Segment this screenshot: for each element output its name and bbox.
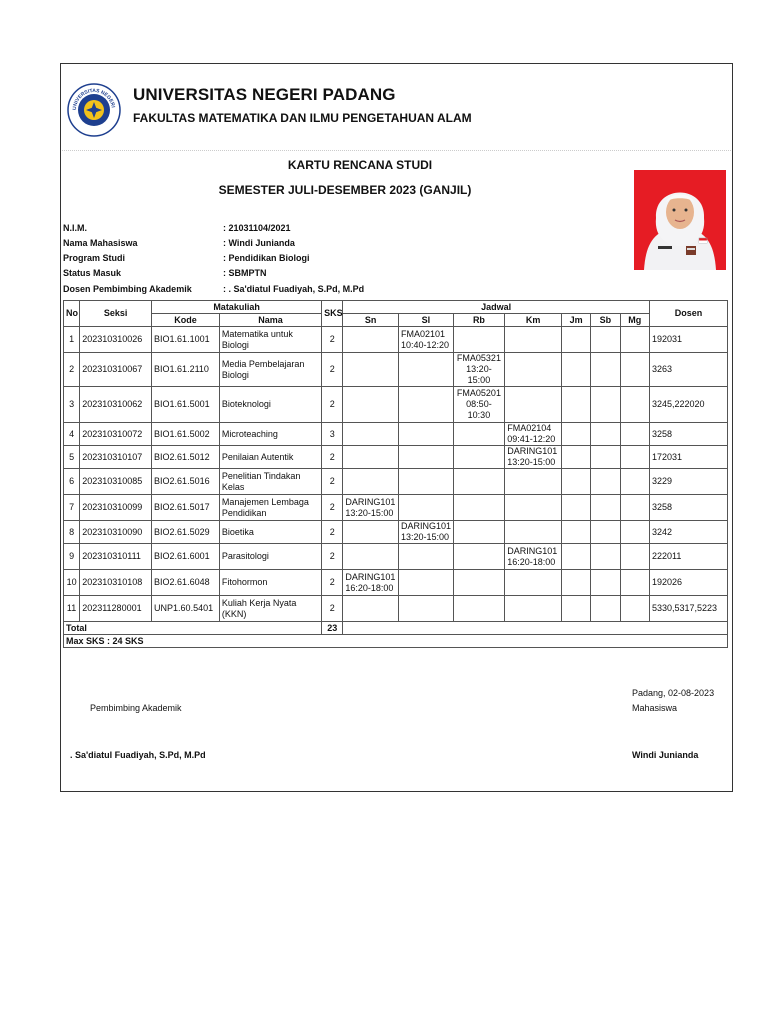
header-seksi: Seksi (80, 301, 152, 327)
header-nama: Nama (219, 314, 321, 327)
table-header-row (64, 301, 728, 314)
row-schedule-cell (343, 544, 399, 570)
table-row (64, 570, 728, 596)
field-label: Program Studi (63, 253, 126, 263)
header-divider (62, 150, 731, 151)
row-schedule-cell (399, 423, 454, 446)
row-kode: BIO2.61.6001 (152, 544, 220, 570)
row-schedule-cell (399, 469, 454, 495)
row-schedule-cell (561, 423, 590, 446)
row-no: 1 (64, 327, 80, 353)
row-schedule-cell (561, 544, 590, 570)
row-schedule-cell (561, 521, 590, 544)
row-schedule-cell: FMA05321 13:20- 15:00 (453, 353, 505, 387)
row-schedule-cell (453, 544, 505, 570)
advisor-role: Pembimbing Akademik (90, 703, 182, 713)
table-row (64, 521, 728, 544)
row-kode: BIO1.61.5001 (152, 387, 220, 423)
student-signature-name: Windi Junianda (632, 750, 699, 760)
total-sks: 23 (322, 622, 343, 635)
row-seksi: 202311280001 (80, 596, 152, 622)
field-label: N.I.M. (63, 223, 87, 233)
row-sks: 2 (322, 353, 343, 387)
faculty-name: FAKULTAS MATEMATIKA DAN ILMU PENGETAHUAN ALAM (133, 111, 472, 125)
row-nama: Kuliah Kerja Nyata (KKN) (219, 596, 321, 622)
row-schedule-cell (453, 423, 505, 446)
row-nama: Parasitologi (219, 544, 321, 570)
row-kode: BIO2.61.6048 (152, 570, 220, 596)
header-dosen: Dosen (649, 301, 727, 327)
row-schedule-cell: DARING101 16:20-18:00 (505, 544, 562, 570)
row-schedule-cell (505, 327, 562, 353)
row-schedule-cell (620, 570, 649, 596)
logo-text: UNIVERSITAS NEGERI (71, 87, 116, 111)
total-label: Total (64, 622, 322, 635)
row-dosen: 172031 (649, 446, 727, 469)
header-kode: Kode (152, 314, 220, 327)
row-dosen: 222011 (649, 544, 727, 570)
unp-logo (67, 83, 121, 137)
row-nama: Matematika untuk Biologi (219, 327, 321, 353)
row-schedule-cell (343, 596, 399, 622)
row-no: 9 (64, 544, 80, 570)
row-schedule-cell (620, 521, 649, 544)
row-schedule-cell: FMA05201 08:50- 10:30 (453, 387, 505, 423)
row-sks: 2 (322, 387, 343, 423)
row-schedule-cell (453, 521, 505, 544)
row-schedule-cell: DARING101 16:20-18:00 (343, 570, 399, 596)
table-subheader-row (64, 314, 728, 327)
row-nama: Bioteknologi (219, 387, 321, 423)
max-sks-row (64, 635, 728, 648)
row-sks: 2 (322, 596, 343, 622)
advisor-name: . Sa'diatul Fuadiyah, S.Pd, M.Pd (70, 750, 206, 760)
field-value: : Windi Junianda (223, 238, 295, 248)
row-sks: 2 (322, 570, 343, 596)
course-table (63, 300, 728, 648)
row-kode: BIO1.61.1001 (152, 327, 220, 353)
header-day: Sn (343, 314, 399, 327)
row-schedule-cell (399, 353, 454, 387)
row-schedule-cell (591, 446, 620, 469)
table-row (64, 495, 728, 521)
university-name: UNIVERSITAS NEGERI PADANG (133, 85, 396, 104)
table-row (64, 469, 728, 495)
row-schedule-cell (505, 353, 562, 387)
row-schedule-cell: FMA02101 10:40-12:20 (399, 327, 454, 353)
row-schedule-cell (505, 387, 562, 423)
total-row (64, 622, 728, 635)
row-kode: BIO2.61.5016 (152, 469, 220, 495)
table-row (64, 446, 728, 469)
field-label: Nama Mahasiswa (63, 238, 138, 248)
row-schedule-cell (591, 469, 620, 495)
header-no: No (64, 301, 80, 327)
field-label: Status Masuk (63, 268, 122, 278)
row-kode: UNP1.60.5401 (152, 596, 220, 622)
row-seksi: 202310310099 (80, 495, 152, 521)
row-schedule-cell (505, 469, 562, 495)
row-schedule-cell (591, 521, 620, 544)
row-no: 6 (64, 469, 80, 495)
row-kode: BIO2.61.5012 (152, 446, 220, 469)
row-kode: BIO1.61.2110 (152, 353, 220, 387)
row-sks: 2 (322, 469, 343, 495)
row-nama: Microteaching (219, 423, 321, 446)
row-seksi: 202310310111 (80, 544, 152, 570)
row-sks: 2 (322, 544, 343, 570)
row-dosen: 192031 (649, 327, 727, 353)
row-schedule-cell (399, 495, 454, 521)
row-schedule-cell (561, 495, 590, 521)
row-schedule-cell (505, 521, 562, 544)
row-schedule-cell (561, 469, 590, 495)
field-value: : Pendidikan Biologi (223, 253, 310, 263)
table-row (64, 387, 728, 423)
row-nama: Bioetika (219, 521, 321, 544)
table-row (64, 353, 728, 387)
row-sks: 2 (322, 446, 343, 469)
place-date: Padang, 02-08-2023 (632, 688, 715, 698)
row-no: 4 (64, 423, 80, 446)
row-dosen: 3229 (649, 469, 727, 495)
row-nama: Penilaian Autentik (219, 446, 321, 469)
row-seksi: 202310310067 (80, 353, 152, 387)
row-kode: BIO2.61.5029 (152, 521, 220, 544)
semester-title: SEMESTER JULI-DESEMBER 2023 (GANJIL) (218, 183, 472, 197)
row-schedule-cell (453, 469, 505, 495)
table-row (64, 596, 728, 622)
header-day: Sb (591, 314, 620, 327)
row-seksi: 202310310062 (80, 387, 152, 423)
row-schedule-cell (620, 353, 649, 387)
row-dosen: 3245,222020 (649, 387, 727, 423)
row-schedule-cell: DARING101 13:20-15:00 (343, 495, 399, 521)
row-schedule-cell (561, 353, 590, 387)
course-rows (64, 327, 728, 622)
row-kode: BIO2.61.5017 (152, 495, 220, 521)
row-no: 10 (64, 570, 80, 596)
row-schedule-cell (591, 327, 620, 353)
row-schedule-cell (561, 327, 590, 353)
table-row (64, 327, 728, 353)
row-sks: 3 (322, 423, 343, 446)
row-seksi: 202310310108 (80, 570, 152, 596)
row-no: 8 (64, 521, 80, 544)
max-sks: Max SKS : 24 SKS (64, 635, 728, 648)
row-schedule-cell (620, 469, 649, 495)
row-seksi: 202310310026 (80, 327, 152, 353)
row-sks: 2 (322, 495, 343, 521)
student-role: Mahasiswa (632, 703, 678, 713)
row-schedule-cell (505, 596, 562, 622)
row-no: 5 (64, 446, 80, 469)
row-schedule-cell (343, 387, 399, 423)
field-value: : SBMPTN (223, 268, 267, 278)
row-schedule-cell (343, 423, 399, 446)
row-seksi: 202310310090 (80, 521, 152, 544)
row-schedule-cell (399, 570, 454, 596)
student-photo (634, 170, 726, 270)
row-no: 11 (64, 596, 80, 622)
header-day: Rb (453, 314, 505, 327)
row-schedule-cell (591, 387, 620, 423)
row-schedule-cell (591, 423, 620, 446)
row-kode: BIO1.61.5002 (152, 423, 220, 446)
row-dosen: 192026 (649, 570, 727, 596)
row-dosen: 3258 (649, 495, 727, 521)
row-dosen: 3258 (649, 423, 727, 446)
row-schedule-cell (620, 446, 649, 469)
total-filler (343, 622, 728, 635)
row-dosen: 3242 (649, 521, 727, 544)
header-day: Km (505, 314, 562, 327)
row-nama: Fitohormon (219, 570, 321, 596)
field-label: Dosen Pembimbing Akademik (63, 284, 192, 294)
row-schedule-cell: DARING101 13:20-15:00 (505, 446, 562, 469)
row-schedule-cell (453, 495, 505, 521)
row-schedule-cell (620, 387, 649, 423)
row-dosen: 5330,5317,5223 (649, 596, 727, 622)
row-schedule-cell (620, 327, 649, 353)
row-no: 7 (64, 495, 80, 521)
document-title: KARTU RENCANA STUDI (287, 158, 433, 172)
row-schedule-cell (453, 327, 505, 353)
row-schedule-cell (399, 596, 454, 622)
row-schedule-cell (561, 387, 590, 423)
row-schedule-cell (399, 387, 454, 423)
row-schedule-cell (505, 570, 562, 596)
row-nama: Media Pembelajaran Biologi (219, 353, 321, 387)
row-schedule-cell (591, 495, 620, 521)
row-schedule-cell (343, 446, 399, 469)
row-schedule-cell: FMA02104 09:41-12:20 (505, 423, 562, 446)
row-schedule-cell (505, 495, 562, 521)
row-schedule-cell (453, 446, 505, 469)
row-nama: Penelitian Tindakan Kelas (219, 469, 321, 495)
row-sks: 2 (322, 327, 343, 353)
row-schedule-cell (561, 446, 590, 469)
row-schedule-cell (591, 353, 620, 387)
table-row (64, 423, 728, 446)
row-schedule-cell (343, 521, 399, 544)
row-schedule-cell (343, 327, 399, 353)
row-sks: 2 (322, 521, 343, 544)
header-day: Jm (561, 314, 590, 327)
row-schedule-cell (561, 596, 590, 622)
row-schedule-cell (591, 570, 620, 596)
row-no: 3 (64, 387, 80, 423)
row-dosen: 3263 (649, 353, 727, 387)
field-value: : 21031104/2021 (223, 223, 291, 233)
row-schedule-cell (591, 544, 620, 570)
row-schedule-cell (343, 353, 399, 387)
header-sks: SKS (322, 301, 343, 327)
row-seksi: 202310310107 (80, 446, 152, 469)
row-schedule-cell (620, 495, 649, 521)
header-matakuliah: Matakuliah (152, 301, 322, 314)
row-seksi: 202310310072 (80, 423, 152, 446)
row-schedule-cell (620, 423, 649, 446)
row-seksi: 202310310085 (80, 469, 152, 495)
row-schedule-cell (399, 446, 454, 469)
header-jadwal: Jadwal (343, 301, 650, 314)
row-schedule-cell (343, 469, 399, 495)
table-row (64, 544, 728, 570)
row-schedule-cell (620, 544, 649, 570)
row-schedule-cell: DARING101 13:20-15:00 (399, 521, 454, 544)
row-schedule-cell (399, 544, 454, 570)
field-value: : . Sa'diatul Fuadiyah, S.Pd, M.Pd (223, 284, 365, 294)
header-day: Sl (399, 314, 454, 327)
row-schedule-cell (620, 596, 649, 622)
row-schedule-cell (591, 596, 620, 622)
row-schedule-cell (453, 570, 505, 596)
row-no: 2 (64, 353, 80, 387)
row-schedule-cell (561, 570, 590, 596)
header-day: Mg (620, 314, 649, 327)
row-nama: Manajemen Lembaga Pendidikan (219, 495, 321, 521)
row-schedule-cell (453, 596, 505, 622)
